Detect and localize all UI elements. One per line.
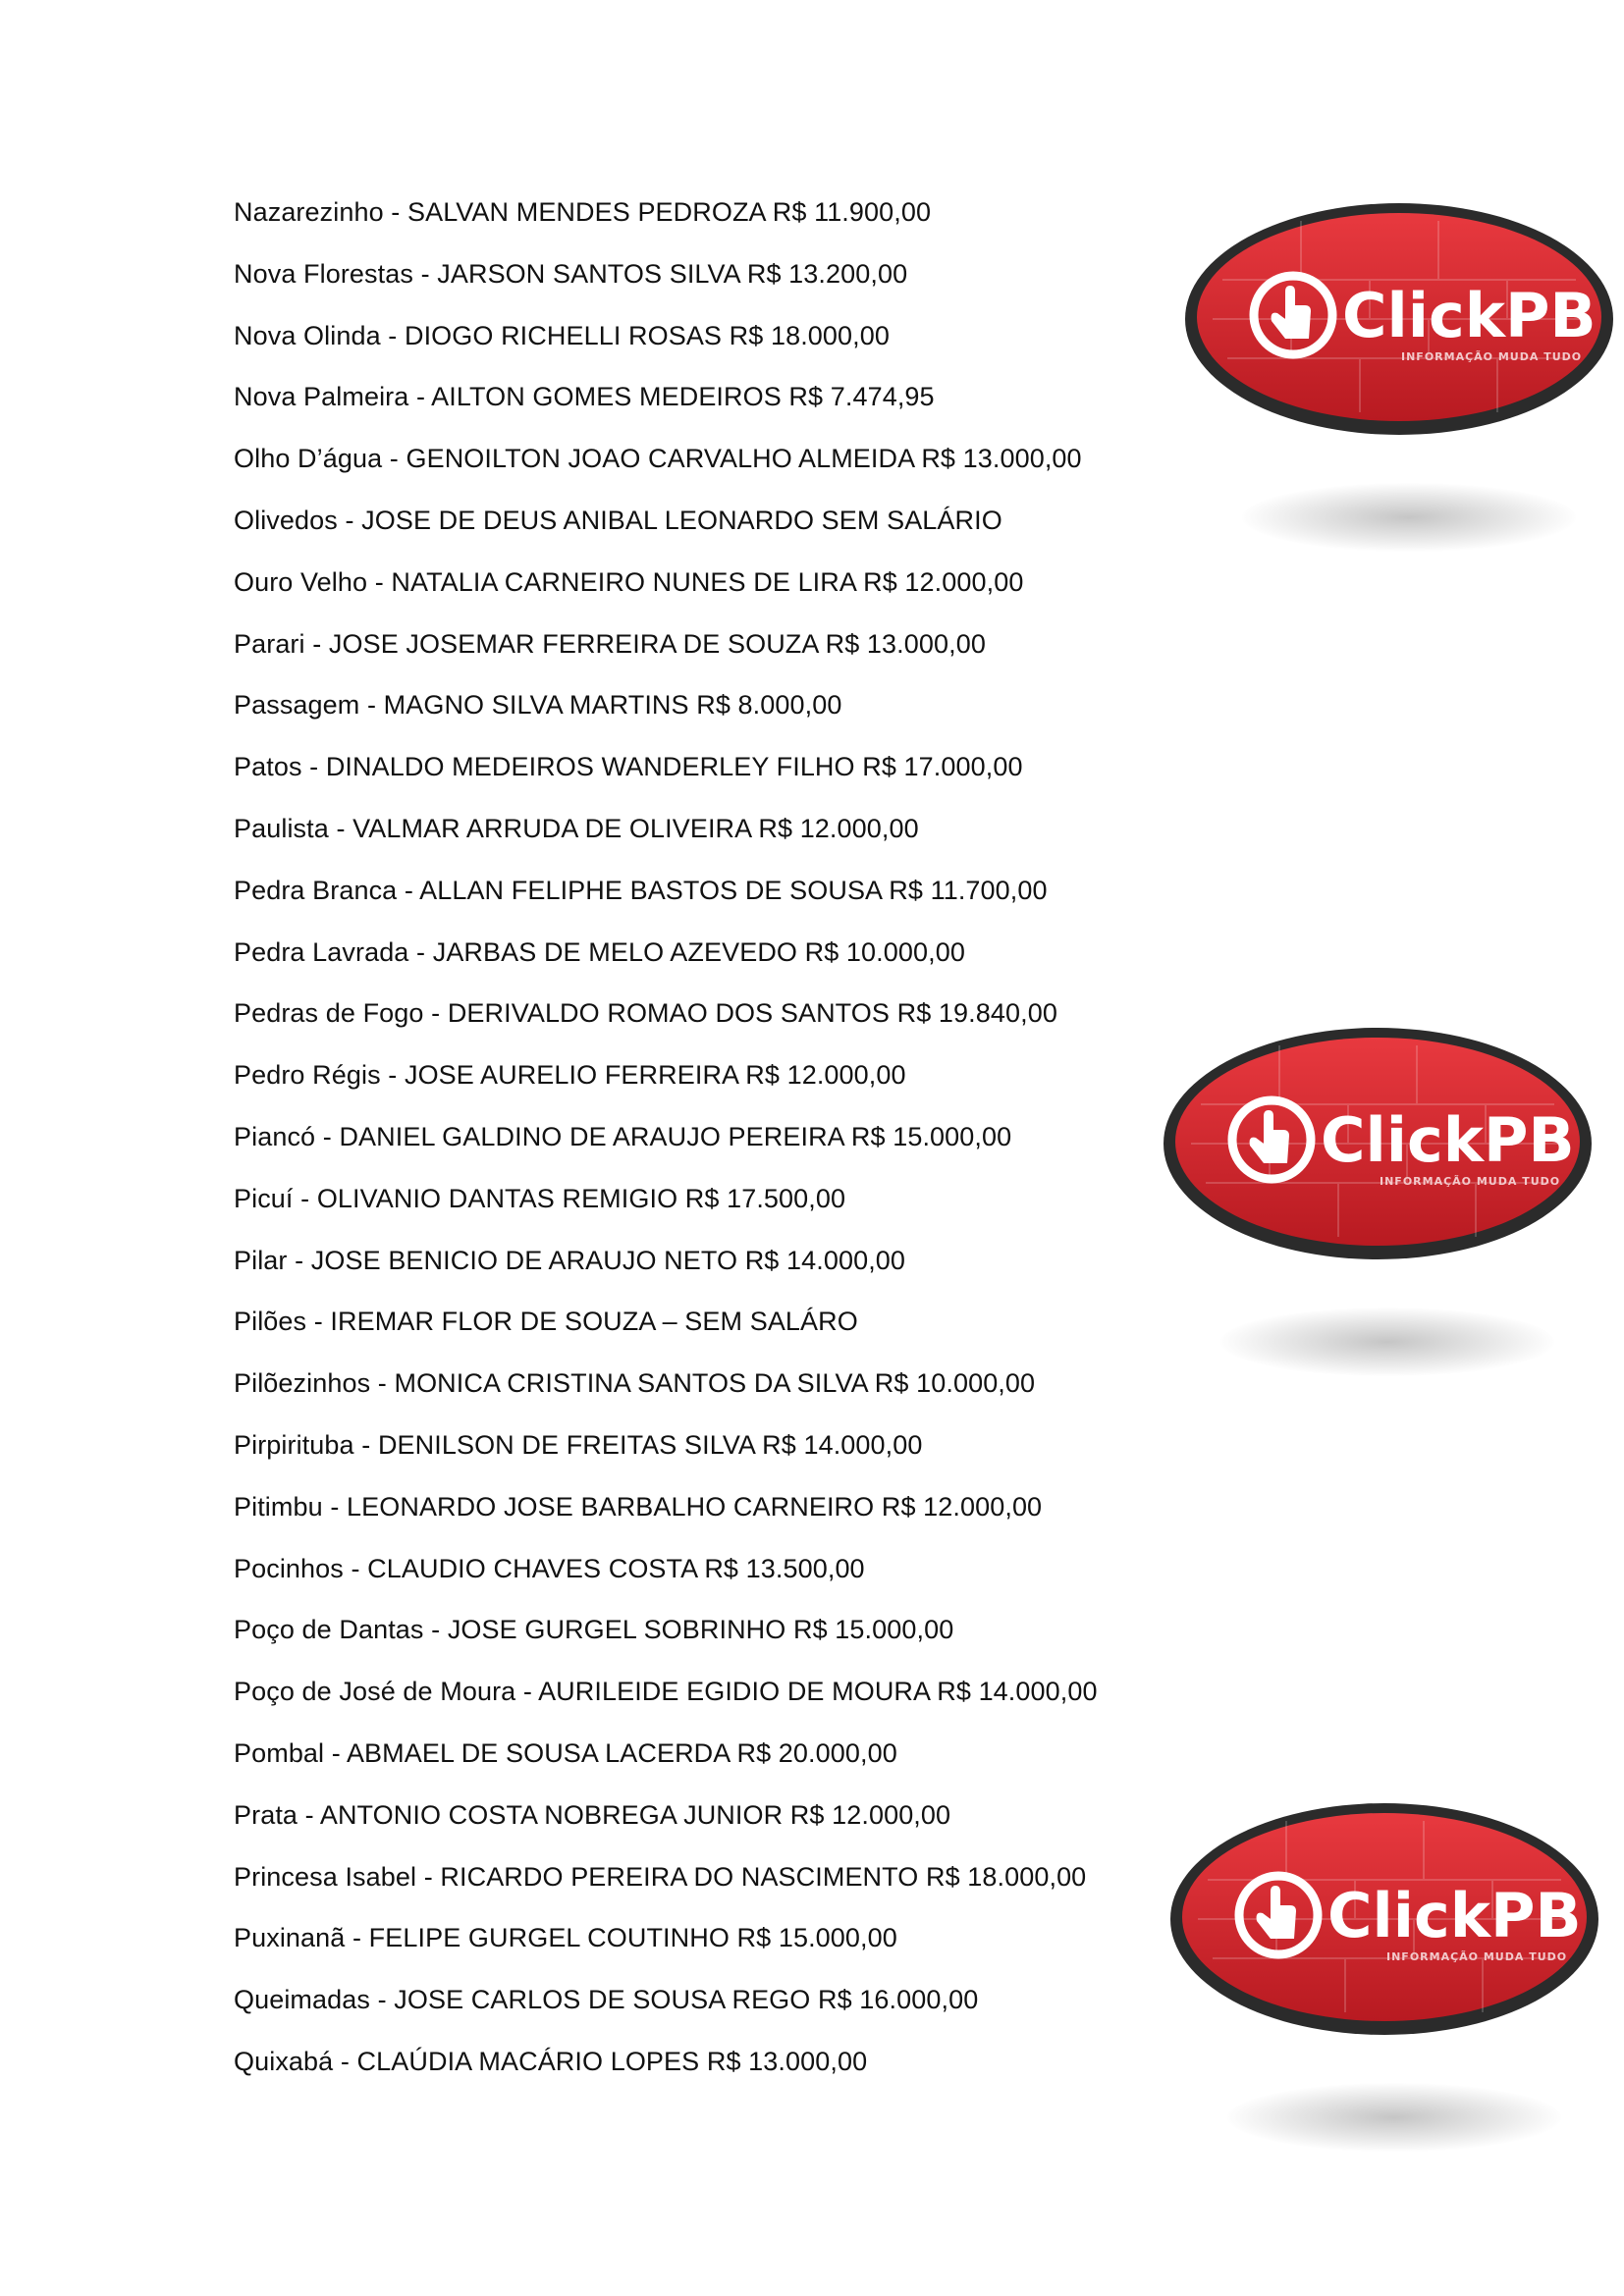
- list-item: Nova Palmeira - AILTON GOMES MEDEIROS R$ 7.474,95: [234, 382, 935, 412]
- logo-brand: ClickPB: [1327, 1880, 1582, 1951]
- list-item: Patos - DINALDO MEDEIROS WANDERLEY FILHO R$ 17.000,00: [234, 752, 1023, 782]
- list-item: Pedra Branca - ALLAN FELIPHE BASTOS DE SOUSA R$ 11.700,00: [234, 875, 1048, 905]
- list-item: Passagem - MAGNO SILVA MARTINS R$ 8.000,00: [234, 690, 842, 721]
- list-item: Nova Florestas - JARSON SANTOS SILVA R$ 13.200,00: [234, 258, 908, 289]
- list-item: Olivedos - JOSE DE DEUS ANIBAL LEONARDO SEM SALÁRIO: [234, 505, 1002, 535]
- list-item: Pocinhos - CLAUDIO CHAVES COSTA R$ 13.500,00: [234, 1553, 865, 1583]
- list-item: Pilõezinhos - MONICA CRISTINA SANTOS DA SILVA R$ 10.000,00: [234, 1368, 1036, 1399]
- clickpb-logo: [1183, 201, 1615, 437]
- list-item: Quixabá - CLAÚDIA MACÁRIO LOPES R$ 13.000,00: [234, 2046, 868, 2076]
- logo-shadow: [1220, 1308, 1554, 1376]
- list-item: Princesa Isabel - RICARDO PEREIRA DO NASCIMENTO R$ 18.000,00: [234, 1861, 1087, 1892]
- list-item: Nazarezinho - SALVAN MENDES PEDROZA R$ 11.900,00: [234, 197, 932, 227]
- logo-shadow: [1242, 483, 1576, 552]
- list-item: Nova Olinda - DIOGO RICHELLI ROSAS R$ 18.000,00: [234, 320, 890, 350]
- list-item: Parari - JOSE JOSEMAR FERREIRA DE SOUZA R$ 13.000,00: [234, 628, 986, 659]
- list-item: Ouro Velho - NATALIA CARNEIRO NUNES DE LIRA R$ 12.000,00: [234, 566, 1024, 597]
- list-item: Piancó - DANIEL GALDINO DE ARAUJO PEREIRA R$ 15.000,00: [234, 1121, 1012, 1151]
- list-item: Puxinanã - FELIPE GURGEL COUTINHO R$ 15.000,00: [234, 1923, 897, 1953]
- list-item: Poço de José de Moura - AURILEIDE EGIDIO DE MOURA R$ 14.000,00: [234, 1677, 1098, 1707]
- clickpb-logo-graphic: [1162, 1026, 1594, 1261]
- list-item: Pilar - JOSE BENICIO DE ARAUJO NETO R$ 14.000,00: [234, 1245, 906, 1275]
- list-item: Pirpirituba - DENILSON DE FREITAS SILVA R$ 14.000,00: [234, 1429, 923, 1460]
- list-item: Pilões - IREMAR FLOR DE SOUZA – SEM SALÁRO: [234, 1307, 858, 1337]
- clickpb-logo: [1168, 1801, 1600, 2037]
- list-item: Prata - ANTONIO COSTA NOBREGA JUNIOR R$ 12.000,00: [234, 1799, 951, 1830]
- logo-tagline: INFORMAÇÃO MUDA TUDO: [1401, 350, 1583, 363]
- list-item: Picuí - OLIVANIO DANTAS REMIGIO R$ 17.500,00: [234, 1183, 846, 1213]
- clickpb-logo-graphic: [1168, 1801, 1600, 2037]
- list-item: Poço de Dantas - JOSE GURGEL SOBRINHO R$ 15.000,00: [234, 1615, 954, 1645]
- list-item: Pedras de Fogo - DERIVALDO ROMAO DOS SANTOS R$ 19.840,00: [234, 998, 1057, 1029]
- list-item: Pombal - ABMAEL DE SOUSA LACERDA R$ 20.000,00: [234, 1737, 897, 1768]
- logo-tagline: INFORMAÇÃO MUDA TUDO: [1386, 1950, 1568, 1963]
- list-item: Paulista - VALMAR ARRUDA DE OLIVEIRA R$ 12.000,00: [234, 813, 919, 843]
- list-item: Olho D’água - GENOILTON JOAO CARVALHO ALMEIDA R$ 13.000,00: [234, 444, 1082, 474]
- clickpb-logo-graphic: [1183, 201, 1615, 437]
- logo-brand: ClickPB: [1321, 1104, 1575, 1176]
- logo-tagline: INFORMAÇÃO MUDA TUDO: [1380, 1175, 1561, 1188]
- list-item: Pitimbu - LEONARDO JOSE BARBALHO CARNEIRO R$ 12.000,00: [234, 1491, 1043, 1522]
- list-item: Pedro Régis - JOSE AURELIO FERREIRA R$ 12.000,00: [234, 1060, 906, 1091]
- list-item: Queimadas - JOSE CARLOS DE SOUSA REGO R$ 16.000,00: [234, 1985, 979, 2015]
- logo-shadow: [1227, 2083, 1561, 2152]
- clickpb-logo: [1162, 1026, 1594, 1261]
- salary-list: [234, 190, 1117, 2102]
- logo-brand: ClickPB: [1342, 280, 1597, 351]
- list-item: Pedra Lavrada - JARBAS DE MELO AZEVEDO R$ 10.000,00: [234, 936, 965, 967]
